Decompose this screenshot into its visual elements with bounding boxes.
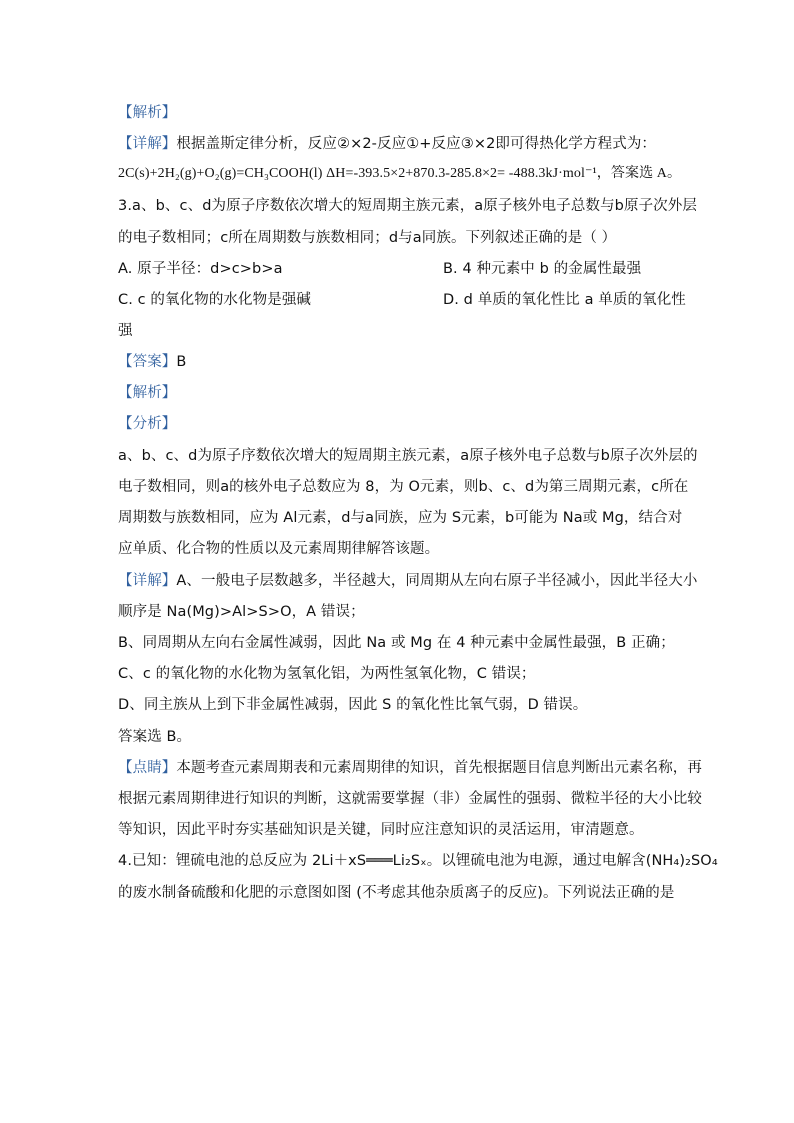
detail-2-line-6: 答案选 B。 (118, 729, 192, 745)
option-c: C. c 的氧化物的水化物是强碱 (118, 292, 312, 308)
question-4-line-2: 的废水制备硫酸和化肥的示意图如图 (不考虑其他杂质离子的反应)。下列说法正确的是 (118, 885, 675, 901)
question-4-line-1: 4.已知：锂硫电池的总反应为 2Li＋xS═══Li₂Sₓ。以锂硫电池为电源，通过电解含(NH₄)₂SO₄ (118, 853, 718, 869)
analysis-line-3: 周期数与族数相同，应为 Al元素，d与a同族，应为 S元素，b可能为 Na或 Mg，结合对 (118, 510, 683, 526)
detail-2-line-4: C、c 的氧化物的水化物为氢氧化铝，为两性氢氧化物，C 错误； (118, 666, 536, 682)
answer-tag: 【答案】 (118, 354, 177, 370)
detail-tag-1: 【详解】 (118, 136, 177, 152)
answer-value: B (176, 354, 187, 370)
detail-2-line-1 (118, 571, 697, 591)
detail-2-text-1: A、一般电子层数越多，半径越大，同周期从左向右原子半径减小，因此半径大小 (176, 573, 698, 589)
answer-line (118, 352, 186, 372)
detail-2-line-5: D、同主族从上到下非金属性减弱，因此 S 的氧化性比氧气弱，D 错误。 (118, 697, 588, 713)
dianjing-line-2: 根据元素周期律进行知识的判断，这就需要掌握（非）金属性的强弱、微粒半径的大小比较 (118, 791, 702, 807)
detail-text-1: 根据盖斯定律分析，反应②×2-反应①+反应③×2即可得热化学方程式为： (176, 136, 657, 152)
detail-2-line-3: B、同周期从左向右金属性减弱，因此 Na 或 Mg 在 4 种元素中金属性最强，B 正确； (118, 635, 675, 651)
question-3-line-1: 3.a、b、c、d为原子序数依次增大的短周期主族元素，a原子核外电子总数与b原子次外层 (118, 198, 697, 214)
detail-paragraph-1 (118, 134, 656, 154)
thermo-equation: 2C(s)+2H₂(g)+O₂(g)=CH₃COOH(l) ΔH=-393.5×2+870.3-285.8×2= -488.3kJ·mol⁻¹，答案选 A。 (118, 166, 682, 181)
analysis-line-4: 应单质、化合物的性质以及元素周期律解答该题。 (118, 541, 440, 557)
option-d: D. d 单质的氧化性比 a 单质的氧化性 (443, 292, 686, 308)
jiexi-heading-1: 【解析】 (118, 105, 177, 121)
fenxi-heading: 【分析】 (118, 416, 177, 432)
dianjing-text-1: 本题考查元素周期表和元素周期律的知识，首先根据题目信息判断出元素名称，再 (176, 760, 703, 776)
jiexi-heading-2: 【解析】 (118, 385, 177, 401)
dianjing-line-3: 等知识，因此平时夯实基础知识是关键，同时应注意知识的灵活运用，审清题意。 (118, 822, 644, 838)
question-3-line-2: 的电子数相同；c所在周期数与族数相同；d与a同族。下列叙述正确的是（ ） (118, 230, 617, 246)
dianjing-tag: 【点睛】 (118, 760, 177, 776)
dianjing-line-1 (118, 758, 702, 778)
analysis-line-1: a、b、c、d为原子序数依次增大的短周期主族元素，a原子核外电子总数与b原子次外层的 (118, 448, 698, 464)
detail-tag-2: 【详解】 (118, 573, 177, 589)
option-d-continued: 强 (118, 323, 133, 339)
option-b: B. 4 种元素中 b 的金属性最强 (443, 261, 642, 277)
analysis-line-2: 电子数相同，则a的核外电子总数应为 8，为 O元素，则b、c、d为第三周期元素，c所在 (118, 479, 689, 495)
option-a: A. 原子半径：d>c>b>a (118, 261, 283, 277)
detail-2-line-2: 顺序是 Na(Mg)>Al>S>O，A 错误； (118, 604, 365, 620)
